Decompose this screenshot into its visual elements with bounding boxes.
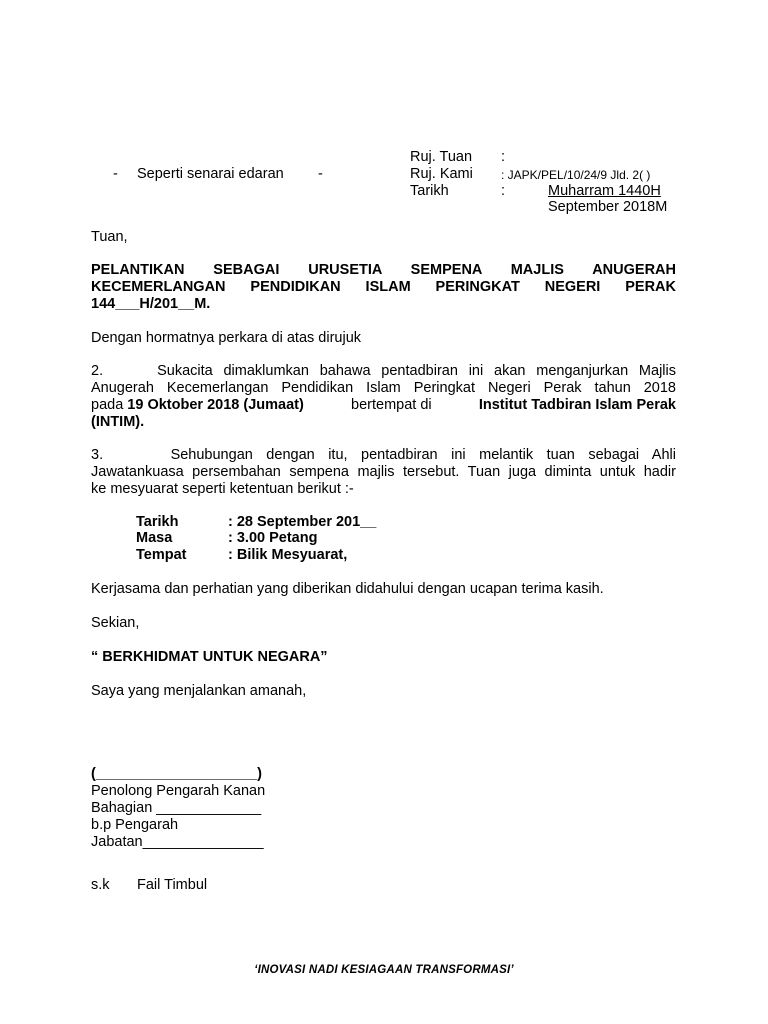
signature-bahagian: Bahagian _____________ — [91, 800, 262, 816]
subject-line-1: PELANTIKAN SEBAGAI URUSETIA SEMPENA MAJLIS ANUGERAH — [91, 262, 676, 278]
meeting-tempat-value: : Bilik Mesyuarat, — [228, 547, 348, 563]
ruj-tuan-colon: : — [501, 149, 506, 165]
para2-venue: Institut Tadbiran Islam Perak — [478, 397, 676, 413]
para2-line-2: Anugerah Kecemerlangan Pendidikan Islam Peringkat Negeri Perak tahun 2018 — [91, 380, 676, 396]
motto: “ BERKHIDMAT UNTUK NEGARA” — [91, 649, 328, 665]
distribution-text: Seperti senarai edaran — [137, 166, 284, 182]
para3-line-1: 3. Sehubungan dengan itu, pentadbiran ini melantik tuan sebagai Ahli — [91, 447, 676, 463]
signature-bp: b.p Pengarah — [91, 817, 179, 833]
para3-line-3: ke mesyuarat seperti ketentuan berikut :- — [91, 481, 354, 497]
para2-line-1: 2. Sukacita dimaklumkan bahawa pentadbiran ini akan menganjurkan Majlis — [91, 363, 676, 379]
para2-line-3 — [91, 397, 676, 414]
meeting-masa-value: : 3.00 Petang — [228, 530, 318, 546]
ruj-kami-value: : JAPK/PEL/10/24/9 Jld. 2( ) — [501, 168, 651, 182]
tarikh-hijri: Muharram 1440H — [548, 183, 661, 199]
tarikh-colon: : — [501, 183, 506, 199]
subject-line-2: KECEMERLANGAN PENDIDIKAN ISLAM PERINGKAT NEGERI PERAK — [91, 279, 676, 295]
signature-name-line: (____________________) — [91, 766, 262, 782]
ruj-kami-label: Ruj. Kami — [410, 166, 473, 182]
meeting-masa-label: Masa — [136, 530, 173, 546]
para2-event-date: 19 Oktober 2018 (Jumaat) — [127, 397, 304, 413]
para2-pre: pada — [91, 397, 128, 413]
sekian-text: Sekian, — [91, 615, 140, 631]
intro-text: Dengan hormatnya perkara di atas dirujuk — [91, 330, 362, 346]
para2-mid: bertempat di — [351, 397, 432, 413]
meeting-tarikh-value: : 28 September 201__ — [228, 514, 377, 530]
amanah-text: Saya yang menjalankan amanah, — [91, 683, 307, 699]
sk-value: Fail Timbul — [137, 877, 208, 893]
signature-jabatan: Jabatan_______________ — [91, 834, 264, 850]
ruj-tuan-label: Ruj. Tuan — [410, 149, 473, 165]
footer-slogan: ‘INOVASI NADI KESIAGAAN TRANSFORMASI’ — [254, 964, 514, 976]
tarikh-label: Tarikh — [410, 183, 449, 199]
para2-line-4: (INTIM). — [91, 414, 145, 430]
meeting-tarikh-label: Tarikh — [136, 514, 179, 530]
closing-text: Kerjasama dan perhatian yang diberikan didahului dengan ucapan terima kasih. — [91, 581, 604, 597]
signature-title: Penolong Pengarah Kanan — [91, 783, 266, 799]
salutation: Tuan, — [91, 229, 128, 245]
para3-line-2: Jawatankuasa persembahan sempena majlis tersebut. Tuan juga diminta untuk hadir — [91, 464, 676, 480]
sk-label: s.k — [91, 877, 110, 893]
distribution-dash-left: - — [113, 166, 118, 182]
distribution-dash-right: - — [318, 166, 323, 182]
subject-line-3: 144___H/201__M. — [91, 296, 211, 312]
tarikh-gregorian: September 2018M — [548, 199, 668, 215]
meeting-tempat-label: Tempat — [136, 547, 187, 563]
